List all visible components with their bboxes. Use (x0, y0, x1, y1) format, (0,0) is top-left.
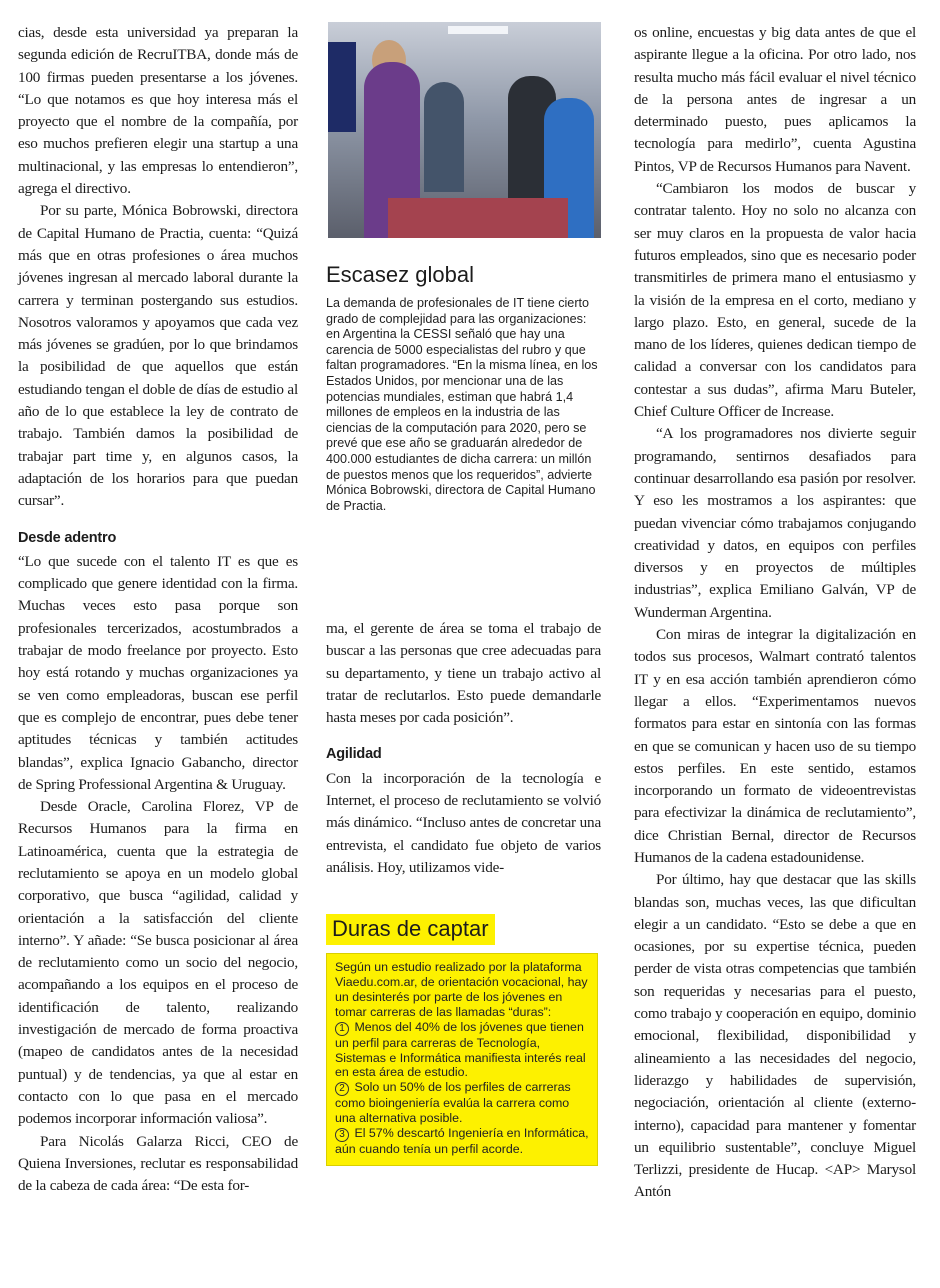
paragraph: cias, desde esta universidad ya preparan la segunda edición de RecruITBA, donde más de 100 firmas pueden presentarse a los jóvenes. “Lo que notamos es que hoy interesa más el proyecto que el nombre de la compañía, por eso muchos prefieren elegir una startup a una multinacional, y las empresas lo entendieron”, agrega el directivo. (18, 24, 298, 198)
subheading-agilidad: Agilidad (326, 746, 382, 763)
photo-banner (328, 42, 356, 132)
paragraph: Con miras de integrar la digitalización en todos sus procesos, Walmart contrató talentos IT y en esa acción también aprendieron cómo llegar a ellos. “Experimentamos nuevos formatos para estar en sintonía con las formas en que se comunican y hacen uso de su tiempo estos perfiles. En este sentido, estamos incorporando un formato de videoentrevistas para efectivizar la dinámica de reclutamiento”, dice Christian Bernal, director de Recursos Humanos de la cadena estadounidense. (634, 626, 916, 866)
sidebar-escasez-global (326, 262, 598, 514)
paragraph: os online, encuestas y big data antes de que el aspirante llegue a la oficina. Por otro lado, nos resulta mucho más fácil evaluar el nivel técnico de la persona antes de ingresar a un determinado puesto, pues aplicamos la tecnología para medirlo”, cuenta Agustina Pintos, VP de Recursos Humanos para Navent. (634, 24, 916, 175)
photo-table (388, 198, 568, 238)
box-title: Duras de captar (326, 914, 495, 945)
sidebar-title: Escasez global (326, 262, 474, 287)
paragraph: “Lo que sucede con el talento IT es que es complicado que genere identidad con la firma. Muchas veces esto pasa porque son profesionales tercerizados, acostumbrados a trabajar de modo freelance por proyecto. Esto hoy está rotando y muchas organizaciones ya se ven como empleadoras, buscan ese perfil que es complejo de encontrar, pues debe tener aptitudes técnicas y también actitudes blandas”, explica Ignacio Gabancho, director de Spring Professional Argentina & Uruguay. (18, 552, 298, 793)
paragraph: “A los programadores nos divierte seguir programando, sentirnos desafiados para continuar desarrollando esa pasión por resolver. Y eso les mostramos a los aspirantes: que puedan vivenciar cómo trabajamos conjugando creatividad y datos, en equipos con perfiles diversos y en proyectos de múltiples industrias”, explica Emiliano Galván, VP de Wunderman Argentina. (634, 425, 916, 621)
highlight-box-body (326, 953, 598, 1166)
photo-person (424, 82, 464, 192)
list-item (335, 1080, 589, 1126)
subheading-desde-adentro: Desde adentro (18, 529, 117, 546)
sidebar-body: La demanda de profesionales de IT tiene cierto grado de complejidad para las organizaciones: en Argentina la CESSI señaló que hay una carencia de 5000 especialistas del rubro y que faltan programadores. “En la misma línea, en los Estados Unidos, por mencionar una de las potencias mundiales, estiman que habrá 1,4 millones de empleos en la industria de las ciencias de la computación para 2020, pero se prevé que ese año se graduarán alrededor de 400.000 estudiantes de dicha carrera: un millón de puestos menos que los requeridos”, advierte Mónica Bobrowski, directora de Capital Humano de Practia. (326, 296, 598, 513)
paragraph: Con la incorporación de la tecnología e Internet, el proceso de reclutamiento se volvió más dinámico. “Incluso antes de concretar una entrevista, el candidato fue objeto de varios análisis. Hoy, utilizamos vide- (326, 769, 601, 876)
list-item-text: Solo un 50% de los perfiles de carreras como bioingeniería evalúa la carrera como una alternativa posible. (335, 1080, 571, 1126)
paragraph: Desde Oracle, Carolina Florez, VP de Recursos Humanos para la firma en Latinoamérica, cuenta que la estrategia de reclutamiento se apoya en un modelo global corporativo, que busca “agilidad, calidad y orientación a la satisfacción del cliente interno”. Y añade: “Se busca posicionar al área de reclutamiento como un socio del negocio, acompañando a los equipos en el proceso de identificación de talento, realizando investigación de mercado de forma proactiva (mapeo de candidatos antes de la necesidad puntual) y de tendencias, ya que al estar en contacto con lo que pasa en el mercado podemos incorporar información valiosa”. (18, 798, 298, 1128)
list-item-text: El 57% descartó Ingeniería en Informática, aún cuando tenía un perfil acorde. (335, 1126, 589, 1157)
list-item-text: Menos del 40% de los jóvenes que tienen un perfil para carreras de Tecnología, Sistemas e Informática manifiesta interés real en esta área de estudio. (335, 1019, 586, 1080)
list-item (335, 1020, 589, 1081)
paragraph: ma, el gerente de área se toma el trabajo de buscar a las personas que cree adecuadas para su departamento, y tiene un trabajo activo al tratar de reclutarlos. Esto puede demandarle hasta meses por cada posición”. (326, 620, 601, 727)
paragraph: Para Nicolás Galarza Ricci, CEO de Quiena Inversiones, reclutar es responsabilidad de la cabeza de cada área: “De esta for- (18, 1132, 298, 1195)
article-column-3 (634, 22, 916, 1204)
highlight-box-duras-de-captar (326, 914, 598, 1166)
article-column-1 (18, 22, 298, 1197)
ceiling-light (448, 26, 508, 34)
list-item (335, 1126, 589, 1157)
number-badge: 1 (335, 1022, 349, 1036)
paragraph: Por último, hay que destacar que las skills blandas son, muchas veces, las que dificultan elegir a un candidato. “Esto se debe a que en ocasiones, por su expertise técnica, pueden perder de vista otras competencias que también son requeridas y necesarias para el puesto, como trabajo y cooperación en equipo, dominio emocional, flexibilidad, disponibilidad y alineamiento a las necesidades del negocio, liderazgo y habilidades de supervisión, negociación, orientación al cliente (externo-interno), capacidad para mantener y fomentar un equilibrio sustentable”, concluye Miguel Terlizzi, presidente de Hucap. <AP> Marysol Antón (634, 871, 916, 1201)
number-badge: 2 (335, 1082, 349, 1096)
number-badge: 3 (335, 1128, 349, 1142)
article-column-2 (326, 618, 601, 879)
paragraph: Por su parte, Mónica Bobrowski, directora de Capital Humano de Practia, cuenta: “Quizá más que en otras profesiones o área muchos jóvenes ingresan al mercado laboral durante la carrera y terminan postergando sus estudios. Nosotros valoramos y apoyamos que cada vez más jóvenes se gradúen, por lo que brindamos la posibilidad de que aquellos que están estudiando tengan el doble de días de estudio al año de lo que establece la ley de contrato de trabajo. También damos la posibilidad de trabajar part time y, en algunos casos, la adaptación de los horarios para que puedan cursar”. (18, 202, 298, 510)
box-intro: Según un estudio realizado por la plataforma Viaedu.com.ar, de orientación vocacional, hay un desinterés por parte de los jóvenes en tomar carreras de las llamadas “duras”: (335, 960, 588, 1019)
paragraph: “Cambiaron los modos de buscar y contratar talento. Hoy no solo no alcanza con ser muy claros en la propuesta de valor hacia futuros empleados, sino que es necesario poder transmitirles de primera mano el entusiasmo y la visión de la empresa en el corto, mediano y largo plazo. Esto, en general, sucede de la mano de los líderes, quienes dedican tiempo de calidad a conversar con los candidatos para contestar a sus dudas”, afirma Maru Buteler, Chief Culture Officer de Increase. (634, 180, 916, 421)
article-photo (328, 22, 601, 238)
